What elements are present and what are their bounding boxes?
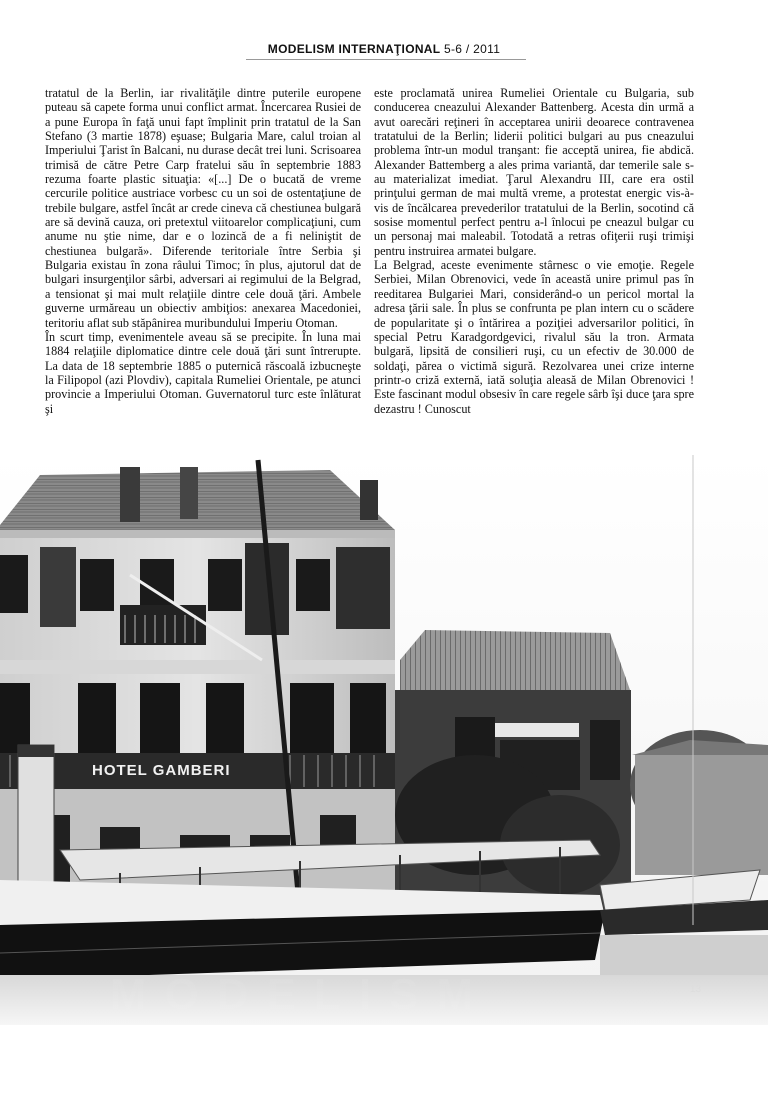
warehouse-roof xyxy=(400,630,630,690)
paragraph: este proclamată unirea Rumeliei Orientale cu Bulgaria, sub conducerea cneazului Alexander Battenberg. Acesta din urmă a avut oarecări reţineri în acceptarea unirii deoarece contravenea tratatului de la Berlin; liderii politici bulgari au pus cneazului problema într-un modul tranşant: fie acceptă unirea, fie abdică. Alexander Battemberg a ales prima variantă, dar temerile sale s-au materializat imediat. Ţarul Alexandru III, care era ostil prinţului german de mai multă vreme, a protestat energic vis-à-vis de încălcarea prevederilor tratatului de la Berlin, socotind că sosise momentul perfect pentru a-l înlocui pe cneazul bulgar cu un personaj mai maleabil. Totodată a retras ofiţerii ruşi trimişi pentru instruirea armatei bulgare. xyxy=(374,86,694,258)
article-column-right xyxy=(374,86,694,416)
running-header xyxy=(0,42,768,56)
page-number: 13 xyxy=(690,984,702,995)
historical-photo xyxy=(0,455,768,1025)
watermark: MODELISM xyxy=(110,970,492,1019)
issue-number: 5-6 / 2011 xyxy=(444,42,501,56)
header-rule xyxy=(246,59,526,60)
paragraph: tratatul de la Berlin, iar rivalităţile dintre puterile europene puteau să capete forma unui conflict armat. Încercarea Rusiei de a pune Europa în faţă unui fapt împlinit prin tratatul de la San Stefano (3 martie 1878) eşuase; Bulgaria Mare, calul troian al Imperiului Ţarist în Balcani, nu durase decât trei luni. Scrisoarea trimisă de către Petre Carp fratelui său în septembrie 1883 rezuma foarte plastic situaţia: «[...] De o bucată de vreme cercurile politice austriace vorbesc cu un soi de ostentaţiune de trebile bulgare, astfel încât ar crede cineva că chestiunea bulgară are să devină cauza, ori pretextul viitoarelor complicaţiuni, cum anume nu ştie nime, dar e o lozincă de a fi neliniştit de chestiunea bulgară». Diferende teritoriale între Serbia şi Bulgaria existau în zona râului Timoc; în plus, ajutorul dat de bulgari insurgenţilor sârbi, adversari ai regimului de la Belgrad, a tensionat şi mai mult relaţiile dintre cele două ţări. Ambele guverne urmăreau un obiectiv ambiţios: anexarea Macedoniei, teritoriu aflat sub stăpânirea muribundului Imperiu Otoman. xyxy=(45,86,361,330)
magazine-title: MODELISM INTERNAŢIONAL xyxy=(267,42,441,56)
hotel-sign: HOTEL GAMBERI xyxy=(92,762,231,779)
paragraph: La Belgrad, aceste evenimente stârnesc o vie emoţie. Regele Serbiei, Milan Obrenovici, vede în această unire primul pas în reeditarea Bulgariei Mari, considerând-o un pericol mortal la adresa ţării sale. În plus se confrunta pe plan intern cu o scădere de popularitate şi o întărirea a poziţiei adversarilor politici, în special Petru Karadgordgevici, rivalul său la tron. Armata bulgară, lipsită de consilieri ruşi, cu un efectiv de 30.000 de soldaţi, părea o victimă sigură. Rezolvarea unei crize interne printr-o criză externă, iată soluţia aleasă de Milan Obrenovici ! Este fascinant modul obsesiv în care regele sârb îşi duce ţara spre dezastru ! Cunoscut xyxy=(374,258,694,416)
article-column-left xyxy=(45,86,361,416)
paragraph: În scurt timp, evenimentele aveau să se precipite. În luna mai 1884 relaţiile diplomatice dintre cele două ţări sunt întrerupte. La data de 18 septembrie 1885 o puternică răscoală izbucneşte la Filipopol (azi Plovdiv), capitala Rumeliei Orientale, pe atunci provincie a Imperiului Otoman. Guvernatorul turc este înlăturat şi xyxy=(45,329,361,416)
ship-funnel xyxy=(18,745,54,895)
